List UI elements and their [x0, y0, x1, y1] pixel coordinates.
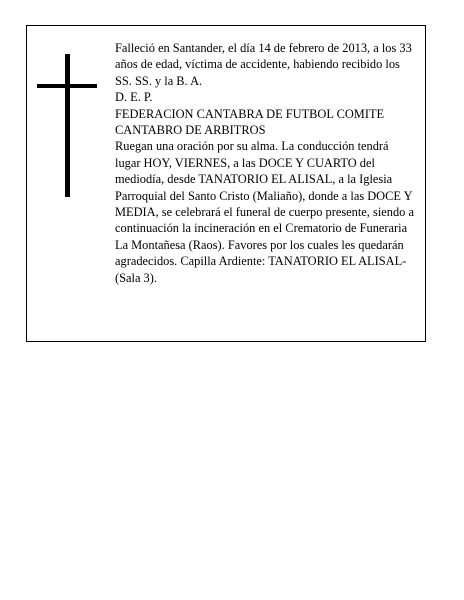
- obituary-notice: [26, 25, 426, 342]
- notice-text: [115, 40, 415, 286]
- latin-cross-icon: [37, 54, 97, 199]
- notice-dep: D. E. P.: [115, 90, 153, 105]
- notice-body: Ruegan una oración por su alma. La conducción tendrá lugar HOY, VIERNES, a las DOCE Y CUARTO del mediodía, desde TANATORIO EL ALISAL, a la Iglesia Parroquial del Santo Cristo (Maliaño), donde a las DOCE Y MEDIA, se celebrará el funeral de cuerpo presente, siendo a continuación la incineración en el Crematorio de Funeraria La Montañesa (Raos). Favores por los cuales les quedarán agradecidos. Capilla Ardiente: TANATORIO EL ALISAL-(Sala 3).: [115, 139, 414, 285]
- cross-vertical-bar: [65, 54, 70, 197]
- notice-intro: Falleció en Santander, el día 14 de febrero de 2013, a los 33 años de edad, víctima de accidente, habiendo recibido los SS. SS. y la B. A.: [115, 41, 412, 88]
- cross-horizontal-bar: [37, 84, 97, 88]
- notice-organization: FEDERACION CANTABRA DE FUTBOL COMITE CANTABRO DE ARBITROS: [115, 106, 385, 138]
